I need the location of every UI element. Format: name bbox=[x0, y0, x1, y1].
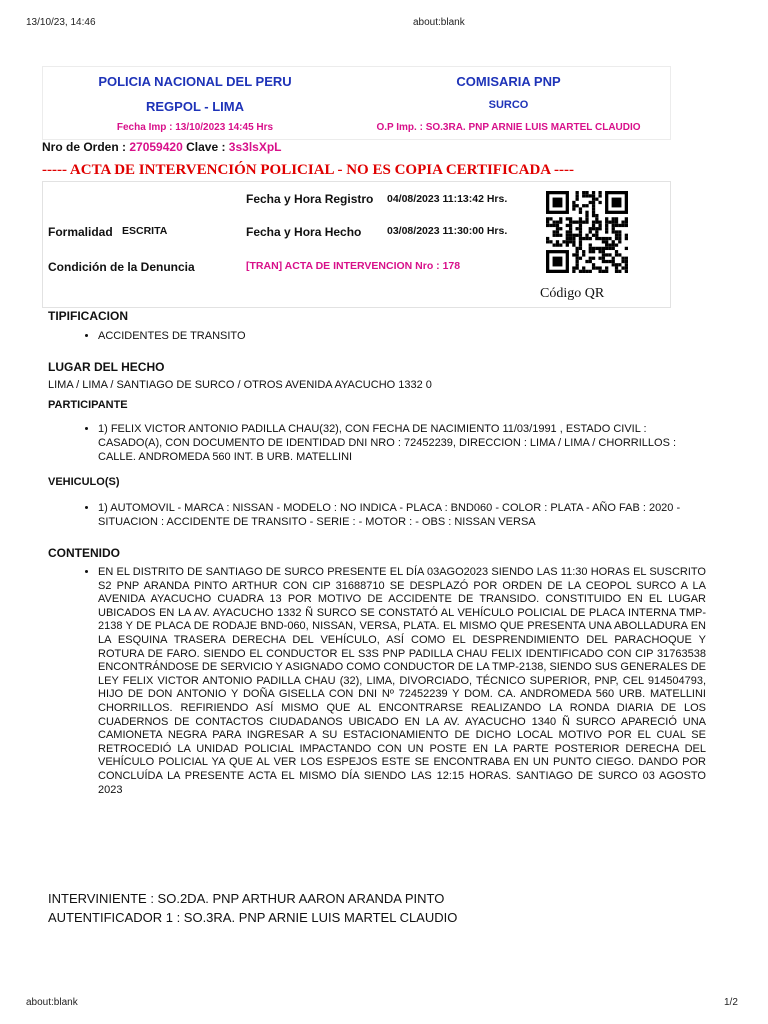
qr-module bbox=[602, 250, 605, 253]
qr-module bbox=[595, 198, 598, 201]
qr-module bbox=[592, 250, 595, 253]
qr-module bbox=[618, 240, 621, 243]
qr-module bbox=[612, 227, 615, 230]
region-title: REGPOL - LIMA bbox=[146, 99, 244, 114]
qr-module bbox=[562, 240, 565, 243]
qr-module bbox=[605, 230, 608, 233]
qr-module bbox=[615, 243, 618, 246]
qr-module bbox=[589, 237, 592, 240]
qr-module bbox=[595, 230, 598, 233]
qr-module bbox=[589, 260, 592, 263]
qr-module bbox=[559, 217, 562, 220]
qr-module bbox=[582, 191, 585, 194]
qr-module bbox=[625, 221, 628, 224]
qr-module bbox=[572, 253, 575, 256]
qr-module bbox=[576, 253, 579, 256]
qr-module bbox=[579, 240, 582, 243]
qr-module bbox=[569, 221, 572, 224]
qr-module bbox=[556, 224, 559, 227]
qr-module bbox=[585, 221, 588, 224]
qr-module bbox=[546, 237, 549, 240]
qr-module bbox=[553, 243, 556, 246]
qr-module bbox=[615, 250, 618, 253]
qr-module bbox=[569, 224, 572, 227]
hecho-label: Fecha y Hora Hecho bbox=[246, 225, 362, 239]
qr-module bbox=[602, 240, 605, 243]
qr-module bbox=[605, 260, 608, 263]
qr-module bbox=[612, 240, 615, 243]
qr-module bbox=[585, 270, 588, 273]
qr-module bbox=[602, 257, 605, 260]
qr-module bbox=[602, 237, 605, 240]
qr-module bbox=[582, 266, 585, 269]
qr-module bbox=[625, 247, 628, 250]
lugar-text: LIMA / LIMA / SANTIAGO DE SURCO / OTROS AVENIDA AYACUCHO 1332 0 bbox=[48, 379, 432, 391]
qr-module bbox=[625, 237, 628, 240]
contenido-list bbox=[80, 566, 706, 797]
qr-module bbox=[579, 230, 582, 233]
qr-module bbox=[605, 227, 608, 230]
registro-value: 04/08/2023 11:13:42 Hrs. bbox=[387, 193, 508, 205]
qr-module bbox=[605, 243, 608, 246]
qr-module bbox=[608, 243, 611, 246]
tipificacion-title: TIPIFICACION bbox=[48, 309, 128, 323]
qr-module bbox=[576, 194, 579, 197]
qr-module bbox=[589, 250, 592, 253]
qr-module bbox=[621, 257, 624, 260]
vehiculos-title: VEHICULO(S) bbox=[48, 476, 120, 488]
qr-module bbox=[556, 243, 559, 246]
qr-module bbox=[576, 247, 579, 250]
qr-module bbox=[625, 260, 628, 263]
qr-module bbox=[569, 237, 572, 240]
lugar-title: LUGAR DEL HECHO bbox=[48, 360, 165, 374]
qr-module bbox=[579, 211, 582, 214]
qr-module bbox=[572, 201, 575, 204]
qr-module bbox=[579, 237, 582, 240]
qr-module bbox=[592, 227, 595, 230]
qr-module bbox=[595, 227, 598, 230]
qr-module bbox=[576, 204, 579, 207]
qr-module bbox=[579, 234, 582, 237]
qr-module bbox=[598, 257, 601, 260]
qr-module bbox=[579, 227, 582, 230]
qr-module bbox=[569, 230, 572, 233]
qr-module bbox=[592, 194, 595, 197]
qr-module bbox=[592, 198, 595, 201]
qr-module bbox=[592, 234, 595, 237]
qr-module bbox=[579, 257, 582, 260]
formalidad-label: Formalidad bbox=[48, 225, 113, 239]
qr-module bbox=[582, 250, 585, 253]
order-line bbox=[42, 140, 282, 154]
qr-module bbox=[569, 217, 572, 220]
qr-module bbox=[579, 243, 582, 246]
qr-module bbox=[621, 266, 624, 269]
qr-module bbox=[598, 250, 601, 253]
qr-module bbox=[582, 270, 585, 273]
qr-module bbox=[612, 260, 615, 263]
qr-module bbox=[605, 217, 608, 220]
qr-module bbox=[579, 270, 582, 273]
qr-module bbox=[549, 240, 552, 243]
qr-module bbox=[592, 201, 595, 204]
qr-module bbox=[585, 194, 588, 197]
acta-title: ----- ACTA DE INTERVENCIÓN POLICIAL - NO ES COPIA CERTIFICADA ---- bbox=[42, 162, 575, 178]
qr-module bbox=[576, 191, 579, 194]
qr-module bbox=[585, 191, 588, 194]
qr-module bbox=[576, 234, 579, 237]
contenido-title: CONTENIDO bbox=[48, 546, 120, 560]
qr-module bbox=[559, 234, 562, 237]
qr-module bbox=[556, 227, 559, 230]
participante-list bbox=[80, 422, 688, 464]
qr-module bbox=[592, 204, 595, 207]
qr-module bbox=[566, 240, 569, 243]
qr-module bbox=[592, 263, 595, 266]
qr-module bbox=[625, 263, 628, 266]
qr-module bbox=[612, 224, 615, 227]
qr-module bbox=[621, 221, 624, 224]
clave-label: Clave : bbox=[186, 140, 226, 154]
qr-module bbox=[572, 270, 575, 273]
qr-module bbox=[615, 234, 618, 237]
qr-module bbox=[589, 230, 592, 233]
vehiculos-list bbox=[80, 501, 688, 529]
qr-module bbox=[592, 214, 595, 217]
qr-module bbox=[569, 240, 572, 243]
print-date: Fecha Imp : 13/10/2023 14:45 Hrs bbox=[116, 122, 274, 133]
qr-module bbox=[595, 217, 598, 220]
print-operator: O.P Imp. : SO.3RA. PNP ARNIE LUIS MARTEL CLAUDIO bbox=[376, 122, 641, 133]
qr-module bbox=[546, 224, 549, 227]
qr-module bbox=[566, 217, 569, 220]
qr-module bbox=[592, 207, 595, 210]
qr-module bbox=[625, 217, 628, 220]
qr-module bbox=[615, 263, 618, 266]
qr-module bbox=[582, 194, 585, 197]
qr-module bbox=[621, 224, 624, 227]
qr-module bbox=[566, 243, 569, 246]
order-label: Nro de Orden : bbox=[42, 140, 127, 154]
qr-module bbox=[605, 240, 608, 243]
condicion-label: Condición de la Denuncia bbox=[48, 260, 195, 274]
qr-module bbox=[592, 211, 595, 214]
qr-module bbox=[598, 221, 601, 224]
qr-module bbox=[576, 227, 579, 230]
qr-module bbox=[553, 224, 556, 227]
qr-module bbox=[598, 237, 601, 240]
interviniente: INTERVINIENTE : SO.2DA. PNP ARTHUR AARON ARANDA PINTO bbox=[48, 891, 445, 906]
qr-module bbox=[605, 253, 608, 256]
qr-module bbox=[598, 247, 601, 250]
qr-module bbox=[589, 247, 592, 250]
qr-module bbox=[549, 217, 552, 220]
qr-module bbox=[585, 237, 588, 240]
qr-module bbox=[595, 237, 598, 240]
qr-module bbox=[553, 230, 556, 233]
qr-module bbox=[621, 260, 624, 263]
qr-module bbox=[592, 257, 595, 260]
qr-module bbox=[615, 224, 618, 227]
qr-module bbox=[566, 237, 569, 240]
qr-module bbox=[585, 260, 588, 263]
qr-module bbox=[585, 214, 588, 217]
qr-module bbox=[576, 257, 579, 260]
qr-module bbox=[595, 221, 598, 224]
participante-title: PARTICIPANTE bbox=[48, 399, 128, 411]
qr-caption: Código QR bbox=[540, 286, 605, 301]
qr-module bbox=[572, 266, 575, 269]
qr-module bbox=[585, 211, 588, 214]
qr-module bbox=[605, 270, 608, 273]
qr-module bbox=[589, 270, 592, 273]
qr-module bbox=[608, 247, 611, 250]
qr-module bbox=[585, 234, 588, 237]
formalidad-value: ESCRITA bbox=[122, 225, 168, 237]
qr-module bbox=[592, 224, 595, 227]
qr-module bbox=[572, 204, 575, 207]
qr-module bbox=[602, 270, 605, 273]
qr-module bbox=[566, 230, 569, 233]
qr-module bbox=[556, 234, 559, 237]
qr-module bbox=[595, 266, 598, 269]
qr-module bbox=[598, 194, 601, 197]
qr-module bbox=[625, 257, 628, 260]
qr-module bbox=[615, 270, 618, 273]
qr-module bbox=[615, 253, 618, 256]
qr-module bbox=[582, 253, 585, 256]
qr-module bbox=[546, 221, 549, 224]
qr-module bbox=[598, 227, 601, 230]
qr-module bbox=[618, 224, 621, 227]
qr-module bbox=[546, 240, 549, 243]
qr-module bbox=[582, 204, 585, 207]
qr-module bbox=[608, 253, 611, 256]
qr-module bbox=[559, 227, 562, 230]
qr-module bbox=[598, 201, 601, 204]
station-subtitle: SURCO bbox=[488, 99, 529, 111]
order-number: 27059420 bbox=[129, 140, 183, 154]
qr-module bbox=[579, 221, 582, 224]
qr-module bbox=[572, 221, 575, 224]
qr-module bbox=[582, 237, 585, 240]
qr-module bbox=[618, 263, 621, 266]
qr-module bbox=[612, 257, 615, 260]
qr-module bbox=[572, 237, 575, 240]
qr-module bbox=[615, 237, 618, 240]
qr-module bbox=[549, 224, 552, 227]
qr-module bbox=[605, 224, 608, 227]
qr-module bbox=[589, 201, 592, 204]
qr-module bbox=[569, 234, 572, 237]
qr-module bbox=[595, 247, 598, 250]
qr-module bbox=[553, 221, 556, 224]
qr-module bbox=[566, 234, 569, 237]
qr-module bbox=[589, 243, 592, 246]
qr-module bbox=[618, 270, 621, 273]
print-footer-url: about:blank bbox=[26, 997, 78, 1008]
qr-module bbox=[625, 266, 628, 269]
qr-module bbox=[605, 266, 608, 269]
qr-module bbox=[598, 191, 601, 194]
qr-module bbox=[589, 257, 592, 260]
qr-module bbox=[592, 221, 595, 224]
institution-title: POLICIA NACIONAL DEL PERU bbox=[98, 74, 292, 89]
list-item: • ACCIDENTES DE TRANSITO bbox=[98, 329, 678, 343]
qr-module bbox=[585, 217, 588, 220]
qr-module bbox=[612, 263, 615, 266]
qr-module bbox=[612, 230, 615, 233]
list-item: • 1) FELIX VICTOR ANTONIO PADILLA CHAU(32), CON FECHA DE NACIMIENTO 11/03/1991 , ESTADO CIVIL : CASADO(A), CON DOCUMENTO DE IDENTIDAD DNI NRO : 72452239, DIRECCION : LIMA / LIMA / CHORRILLOS : CALLE. ANDROMEDA 560 INT. B URB. MATELLINI bbox=[98, 422, 688, 464]
qr-module bbox=[579, 217, 582, 220]
qr-module bbox=[615, 266, 618, 269]
qr-module bbox=[576, 263, 579, 266]
qr-module bbox=[589, 194, 592, 197]
qr-module bbox=[576, 266, 579, 269]
qr-module bbox=[625, 224, 628, 227]
qr-module bbox=[595, 214, 598, 217]
print-page-number: 1/2 bbox=[724, 997, 738, 1008]
qr-module bbox=[546, 217, 549, 220]
qr-module bbox=[615, 221, 618, 224]
qr-module bbox=[595, 234, 598, 237]
qr-module bbox=[598, 270, 601, 273]
qr-module bbox=[572, 234, 575, 237]
qr-module bbox=[618, 237, 621, 240]
qr-module bbox=[572, 243, 575, 246]
qr-module bbox=[602, 260, 605, 263]
qr-module bbox=[608, 260, 611, 263]
qr-module bbox=[618, 234, 621, 237]
qr-module bbox=[612, 221, 615, 224]
qr-module bbox=[569, 227, 572, 230]
qr-module bbox=[592, 191, 595, 194]
clave-value: 3s3lsXpL bbox=[228, 140, 282, 154]
qr-module bbox=[579, 224, 582, 227]
qr-module bbox=[592, 266, 595, 269]
list-item: • 1) AUTOMOVIL - MARCA : NISSAN - MODELO : NO INDICA - PLACA : BND060 - COLOR : PLATA - AÑO FAB : 2020 - SITUACION : ACCIDENTE DE TRANSITO - SERIE : - MOTOR : - OBS : NISSAN VERSA bbox=[98, 501, 688, 529]
hecho-value: 03/08/2023 11:30:00 Hrs. bbox=[387, 225, 508, 237]
qr-module bbox=[576, 221, 579, 224]
qr-module bbox=[592, 247, 595, 250]
qr-module bbox=[572, 207, 575, 210]
list-item: • EN EL DISTRITO DE SANTIAGO DE SURCO PRESENTE EL DÍA 03AGO2023 SIENDO LAS 11:30 HORAS EL SUSCRITO S2 PNP ARANDA PINTO ARTHUR CON CIP 31688710 SE DESPLAZÓ POR ORDEN DE LA CEOPOL SURCO A LA AVENIDA AYACUCHO CUADRA 13 POR MOTIVO DE ACCIDENTE DE TRANSIDO. CONSTITUIDO EN EL LUGAR UBICADOS EN LA AV. AYACUCHO 1332 Ñ SURCO SE CONSTATÓ AL VEHÍCULO POLICIAL DE PLACA INTERNA TMP-2138 Y DE PLACA DE RODAJE BND-060, NISSAN, VERSA, PLATA. EL MISMO QUE PRESENTA UNA ABOLLADURA EN LA ESQUINA TRASERA DERECHA DEL VEHÍCULO, ASÍ COMO EL DESPRENDIMIENTO DEL PARACHOQUE Y ROTURA DE FARO. SIENDO EL CONDUCTOR EL S3S PNP PADILLA CHAU FELIX IDENTIFICADO CON CIP 31763538 ENCONTRÁNDOSE DE SERVICIO Y ASIGNADO COMO CONDUCTOR DE LA TMP-2138, SIENDO SUS GENERALES DE LEY FELIX VICTOR ANTONIO PADILLA CHAU (32), LIMA, DIVORCIADO, TÉCNICO SUPERIOR, PNP, CEL 914504793, HIJO DE DON ANTONIO Y DOÑA GISELLA CON DNI Nº 72452239 Y DOM. CA. ANDROMEDA 560 URB. MATELLINI CHORRILLOS. REFIRIENDO ASÍ MISMO QUE AL ENCONTRARSE REALIZANDO LA RONDA DIARIA DE LOS CUADERNOS DE CONTACTOS CIUDADANOS UBICADO EN LA AV. AYACUCHO 1340 Ñ SURCO APARECIÓ UNA CAMIONETA NEGRA PARA INGRESAR A SU ESTACIONAMIENTO DE DICHO LOCAL MOTIVO POR EL CUAL SE RETROCEDIÓ LA UNIDAD POLICIAL IMPACTANDO CON UN POSTE EN LA PARTE POSTERIOR DERECHA DEL VEHÍCULO POLICIAL YA QUE AL VER LOS ESPEJOS ESTE SE ENCONTRABA EN UN PUNTO CIEGO. DANDO POR CONCLUÍDA LA PRESENTE ACTA EL MISMO DÍA SIENDO LAS 12:15 HORAS. SANTIAGO DE SURCO 03 AGOSTO 2023 bbox=[98, 566, 706, 797]
qr-module bbox=[612, 243, 615, 246]
qr-module bbox=[598, 224, 601, 227]
qr-module bbox=[625, 234, 628, 237]
qr-module bbox=[572, 240, 575, 243]
qr-module bbox=[602, 253, 605, 256]
qr-module bbox=[602, 247, 605, 250]
qr-module bbox=[556, 221, 559, 224]
qr-module bbox=[579, 247, 582, 250]
qr-module bbox=[585, 204, 588, 207]
qr-module bbox=[582, 221, 585, 224]
print-datetime: 13/10/23, 14:46 bbox=[26, 17, 96, 28]
qr-module bbox=[576, 260, 579, 263]
qr-module bbox=[605, 237, 608, 240]
qr-module bbox=[576, 198, 579, 201]
qr-module bbox=[579, 207, 582, 210]
qr-module bbox=[556, 230, 559, 233]
qr-module bbox=[615, 230, 618, 233]
qr-module bbox=[605, 247, 608, 250]
qr-module bbox=[576, 250, 579, 253]
qr-module bbox=[608, 237, 611, 240]
autentificador: AUTENTIFICADOR 1 : SO.3RA. PNP ARNIE LUIS MARTEL CLAUDIO bbox=[48, 910, 458, 925]
qr-module bbox=[559, 221, 562, 224]
qr-module bbox=[598, 266, 601, 269]
qr-module bbox=[566, 224, 569, 227]
condicion-value: [TRAN] ACTA DE INTERVENCION Nro : 178 bbox=[246, 260, 461, 272]
station-title: COMISARIA PNP bbox=[456, 74, 561, 89]
qr-code bbox=[546, 191, 628, 273]
qr-module bbox=[553, 234, 556, 237]
qr-module bbox=[608, 221, 611, 224]
qr-module bbox=[625, 270, 628, 273]
qr-module bbox=[612, 247, 615, 250]
qr-module bbox=[618, 253, 621, 256]
qr-module bbox=[615, 217, 618, 220]
qr-module bbox=[612, 217, 615, 220]
print-title: about:blank bbox=[413, 17, 465, 28]
qr-module bbox=[559, 243, 562, 246]
registro-label: Fecha y Hora Registro bbox=[246, 192, 374, 206]
qr-module bbox=[589, 227, 592, 230]
qr-module bbox=[556, 240, 559, 243]
qr-module bbox=[605, 221, 608, 224]
qr-module bbox=[618, 230, 621, 233]
tipificacion-list bbox=[80, 329, 678, 343]
